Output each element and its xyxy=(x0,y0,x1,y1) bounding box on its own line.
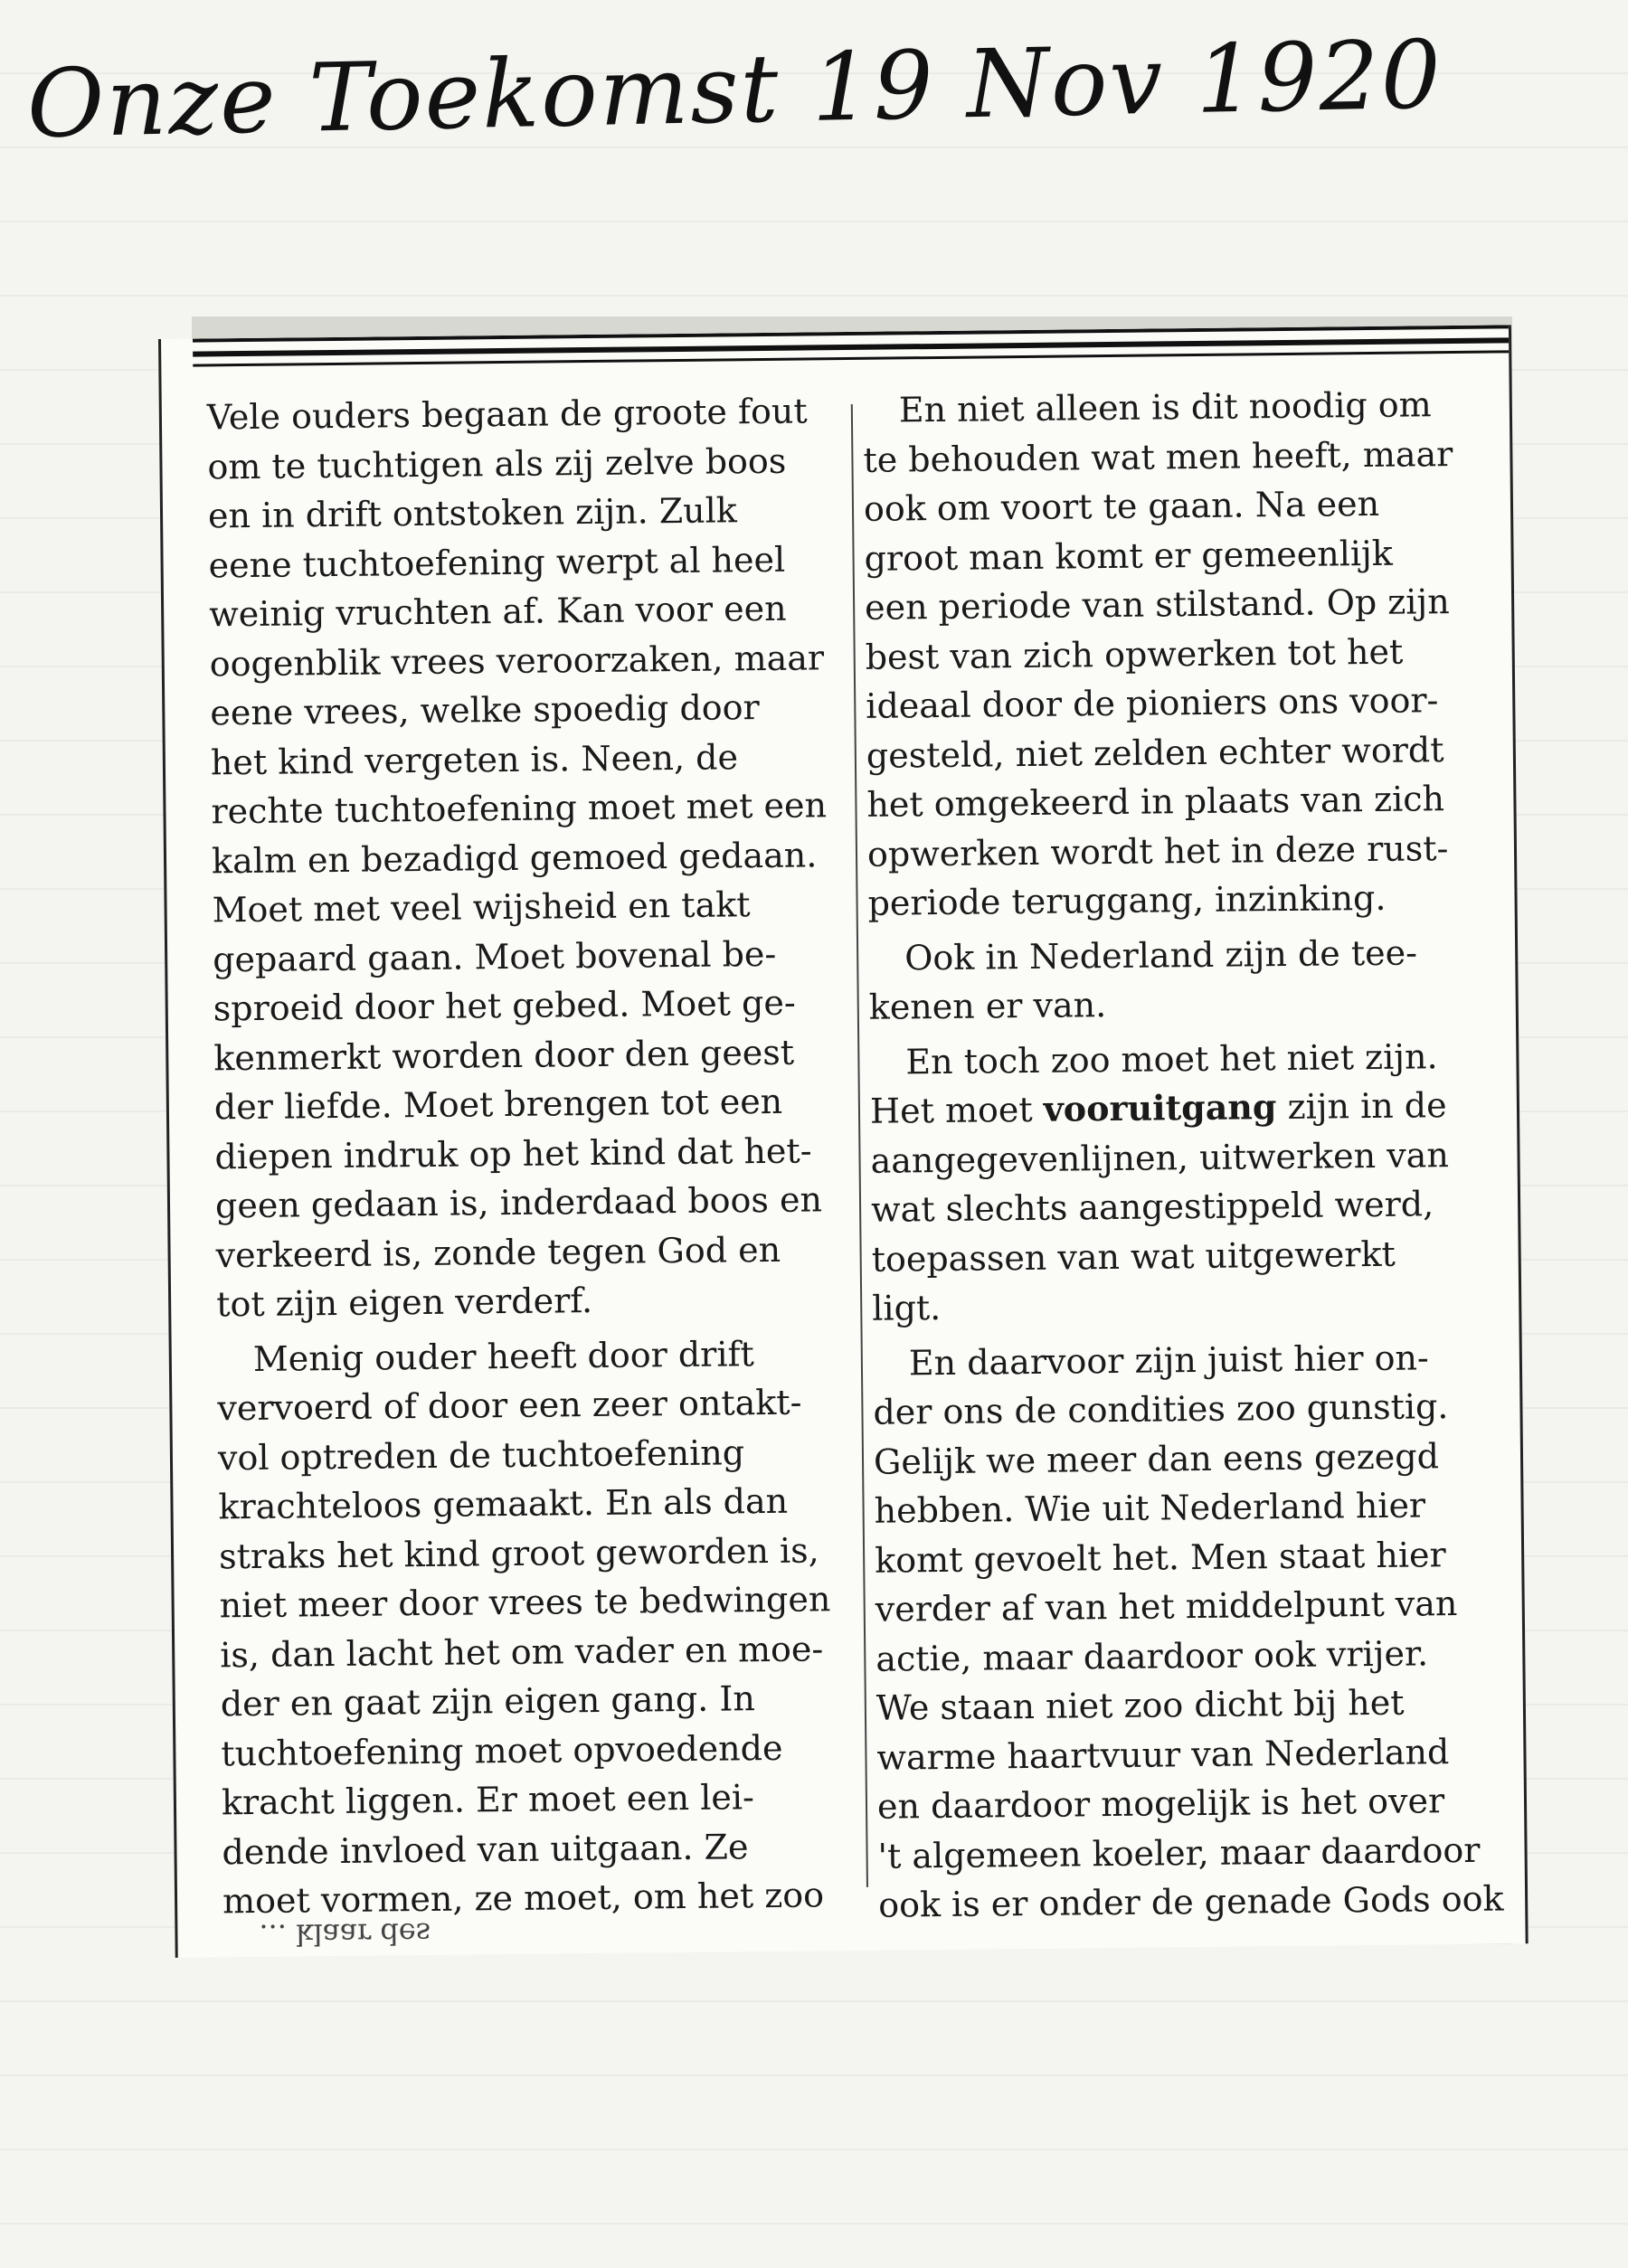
article-line: kenmerkt worden door den geest xyxy=(213,1032,795,1078)
article-line: en daardoor mogelijk is het over xyxy=(876,1781,1445,1827)
article-line: groot man komt er gemeenlijk xyxy=(864,533,1394,579)
article-line: sproeid door het gebed. Moet ge- xyxy=(213,982,796,1029)
article-left-column xyxy=(206,386,857,1922)
article-paragraph xyxy=(873,1332,1503,1930)
article-line: weinig vruchten af. Kan voor een xyxy=(208,588,787,635)
article-line: komt gevoelt het. Men staat hier xyxy=(874,1534,1446,1581)
article-line: tuchtoefening moet opvoedende xyxy=(221,1727,783,1773)
article-line: ook om voort te gaan. Na een xyxy=(863,483,1380,529)
article-line: oogenblik vrees veroorzaken, maar xyxy=(209,637,825,684)
article-line: En daarvoor zijn juist hier on- xyxy=(908,1337,1429,1383)
article-line: verder af van het middelpunt van xyxy=(875,1583,1458,1630)
article-paragraph xyxy=(869,1031,1496,1333)
article-line: Moet met veel wijsheid en takt xyxy=(212,884,751,931)
article-line: toepassen van wat uitgewerkt xyxy=(871,1233,1396,1280)
article-line: En niet alleen is dit noodig om xyxy=(898,384,1432,430)
article-line: opwerken wordt het in deze rust- xyxy=(866,827,1449,874)
article-line: Het moet vooruitgang zijn in de xyxy=(869,1085,1447,1131)
article-line: vol optreden de tuchtoefening xyxy=(217,1432,745,1478)
article-line: straks het kind groot geworden is, xyxy=(218,1529,819,1576)
article-line: eene vrees, welke spoedig door xyxy=(210,687,760,733)
article-line: geen gedaan is, inderdaad boos en xyxy=(214,1179,823,1226)
article-line: We staan niet zoo dicht bij het xyxy=(876,1682,1405,1728)
mirrored-bleed-text: ... klaar des xyxy=(259,1915,431,1952)
article-line: het omgekeerd in plaats van zich xyxy=(866,779,1445,825)
newspaper-clipping xyxy=(158,325,1529,1958)
article-paragraph xyxy=(863,380,1492,929)
article-line: ideaal door de pioniers ons voor- xyxy=(866,680,1439,726)
article-line: een periode van stilstand. Op zijn xyxy=(864,581,1450,628)
article-line: der ons de condities zoo gunstig. xyxy=(873,1386,1449,1432)
article-line: kracht liggen. Er moet een lei- xyxy=(221,1777,755,1823)
article-line: der en gaat zijn eigen gang. In xyxy=(220,1678,756,1725)
article-line: periode teruggang, inzinking. xyxy=(867,877,1387,923)
article-line: En toch zoo moet het niet zijn. xyxy=(905,1035,1438,1082)
article-paragraph xyxy=(207,386,850,1329)
article-line: Vele ouders begaan de groote fout xyxy=(206,391,808,438)
article-line: Ook in Nederland zijn de tee- xyxy=(904,931,1418,978)
article-line: te behouden wat men heeft, maar xyxy=(863,433,1453,480)
handwritten-source-note: Onze Toekomst 19 Nov 1920 xyxy=(25,19,1443,159)
article-line: niet meer door vrees te bedwingen xyxy=(219,1579,831,1626)
article-line: en in drift ontstoken zijn. Zulk xyxy=(207,490,738,536)
article-line: best van zich opwerken tot het xyxy=(865,631,1404,677)
article-line: hebben. Wie uit Nederland hier xyxy=(874,1485,1426,1531)
article-line: ook is er onder de genade Gods ook xyxy=(877,1878,1504,1925)
article-line: wat slechts aangestippeld werd, xyxy=(870,1184,1434,1230)
article-line: actie, maar daardoor ook vrijer. xyxy=(876,1632,1429,1679)
article-line: is, dan lacht het om vader en moe- xyxy=(220,1628,824,1675)
article-line: kalm en bezadigd gemoed gedaan. xyxy=(211,834,818,881)
article-line: krachteloos gemaakt. En als dan xyxy=(218,1480,789,1527)
article-line: verkeerd is, zonde tegen God en xyxy=(215,1229,781,1275)
article-paragraph xyxy=(868,927,1493,1032)
article-right-column xyxy=(863,380,1504,1925)
article-line: gepaard gaan. Moet bovenal be- xyxy=(212,933,777,979)
article-line: kenen er van. xyxy=(868,985,1107,1027)
article-line: diepen indruk op het kind dat het- xyxy=(214,1129,812,1177)
article-paragraph xyxy=(217,1328,857,1926)
article-line: dende invloed van uitgaan. Ze xyxy=(222,1826,749,1872)
article-line: om te tuchtigen als zij zelve boos xyxy=(207,440,787,487)
article-line: aangegevenlijnen, uitwerken van xyxy=(870,1134,1450,1181)
article-line: moet vormen, ze moet, om het zoo xyxy=(222,1875,825,1922)
article-line: der liefde. Moet brengen tot een xyxy=(213,1081,783,1128)
article-line: eene tuchtoefening werpt al heel xyxy=(208,539,786,585)
article-line: 't algemeen koeler, maar daardoor xyxy=(877,1829,1481,1876)
emphasized-word: vooruitgang xyxy=(1043,1086,1277,1129)
article-line: Gelijk we meer dan eens gezegd xyxy=(873,1435,1440,1482)
article-line: gesteld, niet zelden echter wordt xyxy=(866,729,1444,776)
article-line: warme haartvuur van Nederland xyxy=(876,1731,1450,1778)
article-line: Menig ouder heeft door drift xyxy=(252,1333,755,1379)
article-line: het kind vergeten is. Neen, de xyxy=(210,736,739,782)
article-line: rechte tuchtoefening moet met een xyxy=(211,785,828,832)
article-line: tot zijn eigen verderf. xyxy=(215,1280,593,1325)
article-line: ligt. xyxy=(872,1287,942,1328)
article-line: vervoerd of door een zeer ontakt- xyxy=(217,1382,802,1429)
